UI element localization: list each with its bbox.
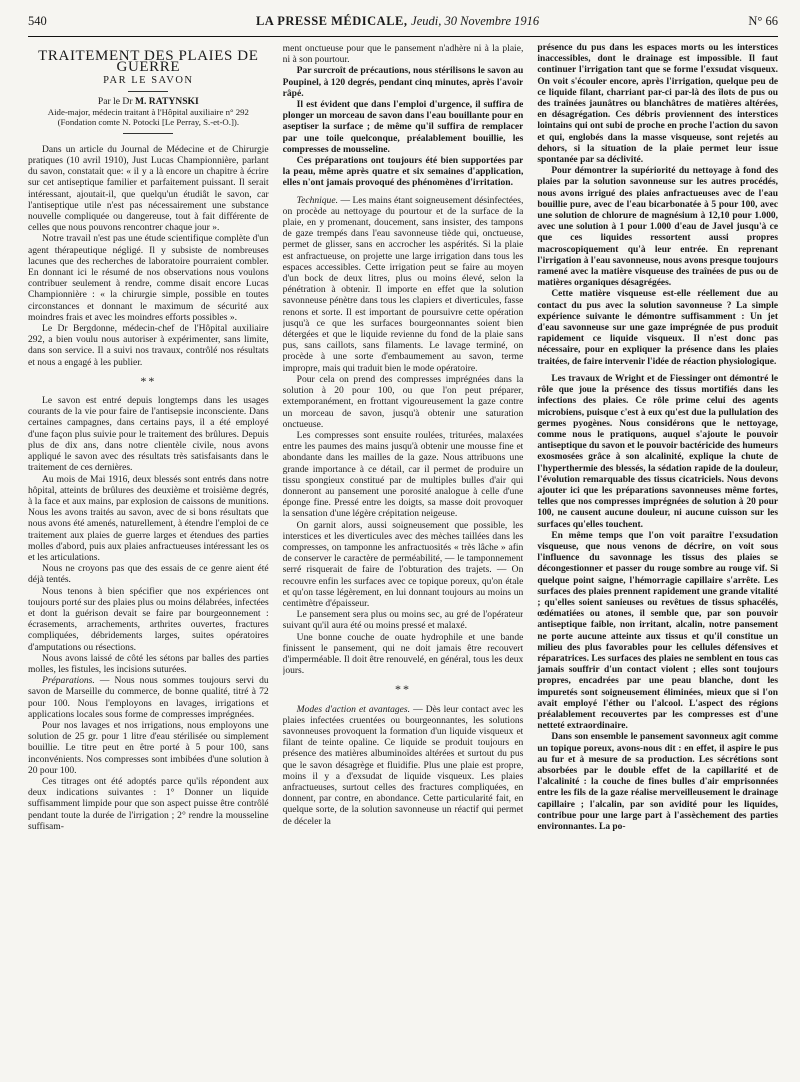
affiliation-rule bbox=[123, 133, 173, 134]
paragraph: présence du pus dans les espaces morts ou les interstices inaccessibles, dont le drainage est impossible. Il faut continuer l'irrigation tant que se forme l'exsudat visqueux. On voit s'écouler encore, après l'irrigation, quelque peu de ce liquide filant, charriant par-ci par-là des îlots de pus ou des traînées jaunâtres ou blanchâtres de matières altérées, en désagrégation. Ces débris proviennent des interstices lointains qui ont subi de proche en proche l'action du savon et qui, englobés dans la masse visqueuse, sont rejetés au dehors, si la situation de la plaie permet leur issue spontanée par sa déclivité. bbox=[537, 43, 778, 166]
journal-header bbox=[256, 14, 539, 29]
byline bbox=[28, 96, 269, 107]
column-3 bbox=[537, 43, 778, 1073]
paragraph: Au mois de Mai 1916, deux blessés sont entrés dans notre hôpital, atteints de brûlures des deuxième et troisième degrés, à la face et aux mains, par explosion de caissons de munitions. Nous les avons traités au savon, avec de si bons résultats que nous avons été amenés, naturellement, à étendre l'emploi de ce traitement aux plaies de guerre larges et étendues des parties molles d'abord, puis aux plaies anfractueuses intéressant les os et les articulations. bbox=[28, 473, 269, 563]
paragraph: Ces préparations ont toujours été bien supportées par la peau, même après quatre et six semaines d'application, elles n'ont jamais provoqué des phénomènes d'irritation. bbox=[282, 155, 524, 189]
text-columns bbox=[28, 43, 778, 1073]
paragraph: Pour cela on prend des compresses imprégnées dans la solution à 20 pour 100, ou que l'on peut préparer, extemporanément, en frottant vigoureusement la gaze contre un morceau de savon, jusqu'à obtenir une saturation onctueuse. bbox=[282, 373, 524, 430]
paragraph: Dans son ensemble le pansement savonneux agit comme un topique poreux, avons-nous dit : en effet, il aspire le pus au fur et à mesure de sa production. Les sécrétions sont absorbées par le double effet de la capillarité et de l'alcalinité : la couche de fines bulles d'air emprisonnées entre les fils de la gaze réalise merveilleusement le drainage capillaire ; l'alcalin, par son avidité pour les liquides, contribue pour une large part à l'assèchement des parties environnantes. La po- bbox=[537, 732, 778, 833]
page-number: 540 bbox=[28, 14, 47, 28]
paragraph: Une bonne couche de ouate hydrophile et une bande finissent le pansement, qui ne doit jamais être recouvert d'imperméable. Il doit être renouvelé, en général, tous les deux jours. bbox=[282, 631, 524, 677]
section-separator: ** bbox=[395, 682, 411, 697]
byline-prefix: Par le Dr bbox=[97, 95, 133, 107]
paragraph: Pour démontrer la supériorité du nettoyage à fond des plaies par la solution savonneuse sur les autres procédés, nous avons irrigué des plaies anfractueuses avec de l'eau bouillie pure, avec de l'eau bicarbonatée à 5 pour 100, avec une solution de chlorure de magnésium à 12,10 pour 1.000, avec une solution à 1 pour 1.000 d'eau de Javel jusqu'à ce que ces liquides ressortent aussi propres macroscopiquement qu'à leur entrée. En reprenant l'irrigation à l'eau savonneuse, nous avons presque toujours ramené avec la matière visqueuse des traînées de pus ou de matières organiques désagrégées. bbox=[537, 166, 778, 289]
paragraph-text: — Les mains étant soigneusement désinfectées, on procède au nettoyage du pourtour et de la surface de la plaie, en y promenant, doucement, sans insister, des tampons de gaze trempés dans l'eau savonneuse tiède qui, onctueuse, permet de glisser, sans en accrocher les aspérités. Si la plaie est anfractueuse, on projette une large irrigation dans tous les espaces accessibles. Cette irrigation peut se faire au moyen d'un bock de deux litres, plus ou moins élevé, selon la pénétration à obtenir. Il importe en effet que la solution savonneuse pénètre dans tous les clapiers et diverticules, fasse renons et sorte. Il est important de poursuivre cette opération jusqu'à ce que les surfaces bourgeonnantes soient bien détergées et que le liquide revienne du fond de la plaie sans pus, sans caillots, sans filaments. Le lavage terminé, on procède à une sorte d'embaumement au savon, terme impropre, mais qui traduit bien le mode opératoire. bbox=[282, 194, 524, 374]
paragraph: On garnit alors, aussi soigneusement que possible, les interstices et les diverticules avec des mèches taillées dans les compresses, on tamponne les anfractuosités « très lâche » afin de conserver le caractère de perméabilité, — le tamponnement serré risquerait de faire de l'obturation des trajets. — On recouvre enfin les surfaces avec ce topique poreux, qu'on étale et qu'on tasse légèrement, en lui donnant toujours au moins un centimètre d'épaisseur. bbox=[282, 519, 524, 609]
paragraph: En même temps que l'on voit paraître l'exsudation visqueuse, que nous venons de décrire, on voit sous l'influence du savonnage les tissus des plaies se décongestionner et passer du rouge sombre au rouge vif. Si quelque point saigne, l'hémorragie capillaire s'arrête. Les surfaces des plaies prennent rapidement une grande vitalité ; qu'elles soient sanieuses ou revêtues de tissus sphacélés, œdématiées ou atones, il semble que, par son pouvoir antiseptique faible, non irritant, alcalin, notre pansement ne porte aucune atteinte aux tissus et qu'il constitue un milieu des plus favorables pour les cellules défensives et réparatrices. Les surfaces des plaies ne semblent en tous cas jamais souffrir d'un contact violent ; elles sont toujours propres, encadrées par une peau blanche, dont les impuretés sont soigneusement éliminées, mieux que si l'on avait employé l'éther ou l'alcool. L'aspect des régions préalablement recouvertes par les compresses est d'une netteté extraordinaire. bbox=[537, 530, 778, 732]
section-label: Préparations. bbox=[42, 675, 95, 687]
paragraph: Ces titrages ont été adoptés parce qu'ils répondent aux deux indications suivantes : 1° Donner un liquide suffisamment limpide pour que son aspect puisse être contrôlé pendant toute la durée de l'irrigation ; 2° rendre la mousseline suffisam- bbox=[28, 775, 269, 832]
paragraph: Cette matière visqueuse est-elle réellement due au contact du pus avec la solution savonneuse ? La simple expérience suivante le démontre suffisamment : Un jet d'eau savonneuse sur une gaze imprégnée de pus produit rapidement ce liquide visqueux. Il n'est donc pas nécessaire, pour en expliquer la présence dans les plaies traitées, de faire intervenir l'idée de réaction physiologique. bbox=[537, 289, 778, 367]
paragraph: Par surcroît de précautions, nous stérilisons le savon au Poupinel, à 120 degrés, pendant cinq minutes, après l'avoir râpé. bbox=[282, 65, 524, 99]
paragraph: Nous tenons à bien spécifier que nos expériences ont toujours porté sur des plaies plus ou moins délabrées, infectées et dont la guérison devait se faire par bourgeonnement : écrasements, arrachements, arthrites ouvertes, fractures compliquées, débridements larges, suites opératoires d'amputations ou résections. bbox=[28, 585, 269, 653]
section-label: Modes d'action et avantages. bbox=[296, 703, 411, 715]
paragraph-text: — Dès leur contact avec les plaies infectées cruentées ou bourgeonnantes, les solutions savonneuses provoquent la formation d'un liquide visqueux et filant de teinte opaline. Ce liquide se produit toujours en présence des matières albuminoïdes altérées et surtout du pus que le savon désagrège et fluidifie. Plus une plaie est propre, moins il y a d'exsudat de liquide visqueux. Les plaies anfractueuses, surtout celles des fractures compliquées, en donnent, par contre, en abondance. Cette particularité fait, en quelque sorte, de la solution savonneuse un réactif qui permet de déceler la bbox=[282, 703, 524, 827]
paragraph bbox=[283, 704, 524, 827]
author-affiliation: Aide-major, médecin traitant à l'Hôpital auxiliaire n° 292 (Fondation comte N. Potocki [Le Perray, S.-et-O.]). bbox=[47, 106, 249, 127]
paragraph-text: — Nous nous sommes toujours servi du savon de Marseille du commerce, de bonne qualité, titré à 72 pour 100. Nous l'employons en lavages, irrigations et applications locales sous forme de compresses imprégnées. bbox=[28, 675, 269, 720]
paragraph bbox=[283, 195, 524, 374]
paragraph: Dans un article du Journal de Médecine et de Chirurgie pratiques (10 avril 1910), Just Lucas Championnière, parlant du savon, constatait que: « il y a là encore un chapitre à écrire sur cet antiseptique familier et parfaitement puissant. Il serait intéressant, ajoutait-il, que quelqu'un étudiât le savon, car l'antiseptique utile n'est pas nécessairement une substance nouvelle compliquée ou dangereuse, tout à fait différente de celles que nous pouvons rencontrer chaque jour ». bbox=[28, 143, 269, 234]
paragraph: Le Dr Bergdonne, médecin-chef de l'Hôpital auxiliaire 292, a bien voulu nous autoriser à expérimenter, sans limite, dans son service. Il a suivi nos travaux, contrôlé nos résultats et nous a engagé à les publier. bbox=[28, 323, 269, 368]
issue-date: Jeudi, 30 Novembre 1916 bbox=[411, 14, 540, 28]
paragraph: Le savon est entré depuis longtemps dans les usages courants de la vie pour faire de l'antisepsie inconsciente. Dans certaines campagnes, dans certains pays, il a été employé d'une façon plus suivie pour le traitement des brûlures. Depuis plus de dix ans, dans notre clientèle civile, nous avons appliqué le savon avec des résultats très satisfaisants dans le traitement de ces dernières. bbox=[28, 395, 269, 474]
author-name: M. RATYNSKI bbox=[134, 95, 199, 107]
paragraph: Le pansement sera plus ou moins sec, au gré de l'opérateur suivant qu'il aura été ou moins pressé et malaxé. bbox=[282, 609, 524, 632]
issue-number: N° 66 bbox=[748, 14, 778, 28]
section-label: Technique. bbox=[296, 194, 338, 206]
paragraph bbox=[28, 675, 269, 720]
paragraph: Il est évident que dans l'emploi d'urgence, il suffira de plonger un morceau de savon dans l'eau bouillante pour en aseptiser la surface ; de même qu'il suffira de remplacer par une toile quelconque, préalablement bouillie, les compresses de mousseline. bbox=[282, 99, 524, 155]
paragraph: Les compresses sont ensuite roulées, triturées, malaxées entre les paumes des mains jusqu'à obtenir une mousse fine et abondante dans les mailles de la gaze. Nous attribuons une grande importance à ce détail, car il permet de produire un tissu spongieux constitué par de multiples bulles d'air qui donneront au pansement une porosité analogue à celle d'une éponge fine. Pressé entre les doigts, sa masse doit provoquer la sensation d'une légère crépitation neigeuse. bbox=[282, 429, 524, 520]
paragraph: Nous ne croyons pas que des essais de ce genre aient été déjà tentés. bbox=[28, 563, 269, 586]
journal-name: LA PRESSE MÉDICALE, bbox=[255, 14, 408, 28]
section-separator: ** bbox=[140, 373, 157, 388]
column-2 bbox=[283, 43, 524, 1073]
running-head bbox=[28, 14, 778, 34]
paragraph: Nous avons laissé de côté les sétons par balles des parties molles, les fistules, les incisions suturées. bbox=[28, 652, 269, 675]
header-rule bbox=[28, 36, 778, 37]
article-title: TRAITEMENT DES PLAIES DE GUERRE bbox=[38, 48, 259, 76]
title-rule bbox=[128, 91, 168, 92]
article-subtitle: PAR LE SAVON bbox=[103, 75, 194, 87]
paragraph: Les travaux de Wright et de Fiessinger ont démontré le rôle que joue la présence des tissus mortifiés dans les infections des plaies. Ce rôle prime celui des agents microbiens, puisque c'est à eux qu'est due la pullulation des germes pyogènes. Nous considérons que le nettoyage, comme nous le pratiquons, auquel s'ajoute le pouvoir antiseptique du savon et le pouvoir bactéricide des humeurs exosmosées grâce à son alcalinité, explique la chute de l'hyperthermie des blessés, la sédation rapide de la douleur, l'évolution remarquable des tissus cicatriciels. Nous devons ajouter ici que les préparations savonneuses même fortes, telles que nos compresses imprégnées de solution à 20 pour 100, ne causent aucune douleur, ni aucune cuisson sur les surfaces qu'elles touchent. bbox=[537, 373, 778, 530]
paragraph: Pour nos lavages et nos irrigations, nous employons une solution de 25 gr. pour 1 litre d'eau stérilisée ou simplement bouillie. Le titre peut en être porté à 5 pour 100, sans inconvénients. Nos compresses sont imbibées d'une solution à 20 pour 100. bbox=[28, 719, 269, 776]
column-1 bbox=[28, 43, 269, 1073]
paragraph: Notre travail n'est pas une étude scientifique complète d'un agent thérapeutique négligé. Il y subsiste de nombreuses lacunes que des recherches de laboratoire pourraient combler. En donnant ici le résumé de nos observations nous voulons contribuer seulement à rendre, comme disait encore Lucas Championnière : « la chirurgie simple, possible en toutes circonstances et donnant le maximum de sécurité aux moindres frais et avec les moindres efforts possibles ». bbox=[28, 233, 269, 323]
paragraph: ment onctueuse pour que le pansement n'adhère ni à la plaie, ni à son pourtour. bbox=[282, 43, 524, 66]
